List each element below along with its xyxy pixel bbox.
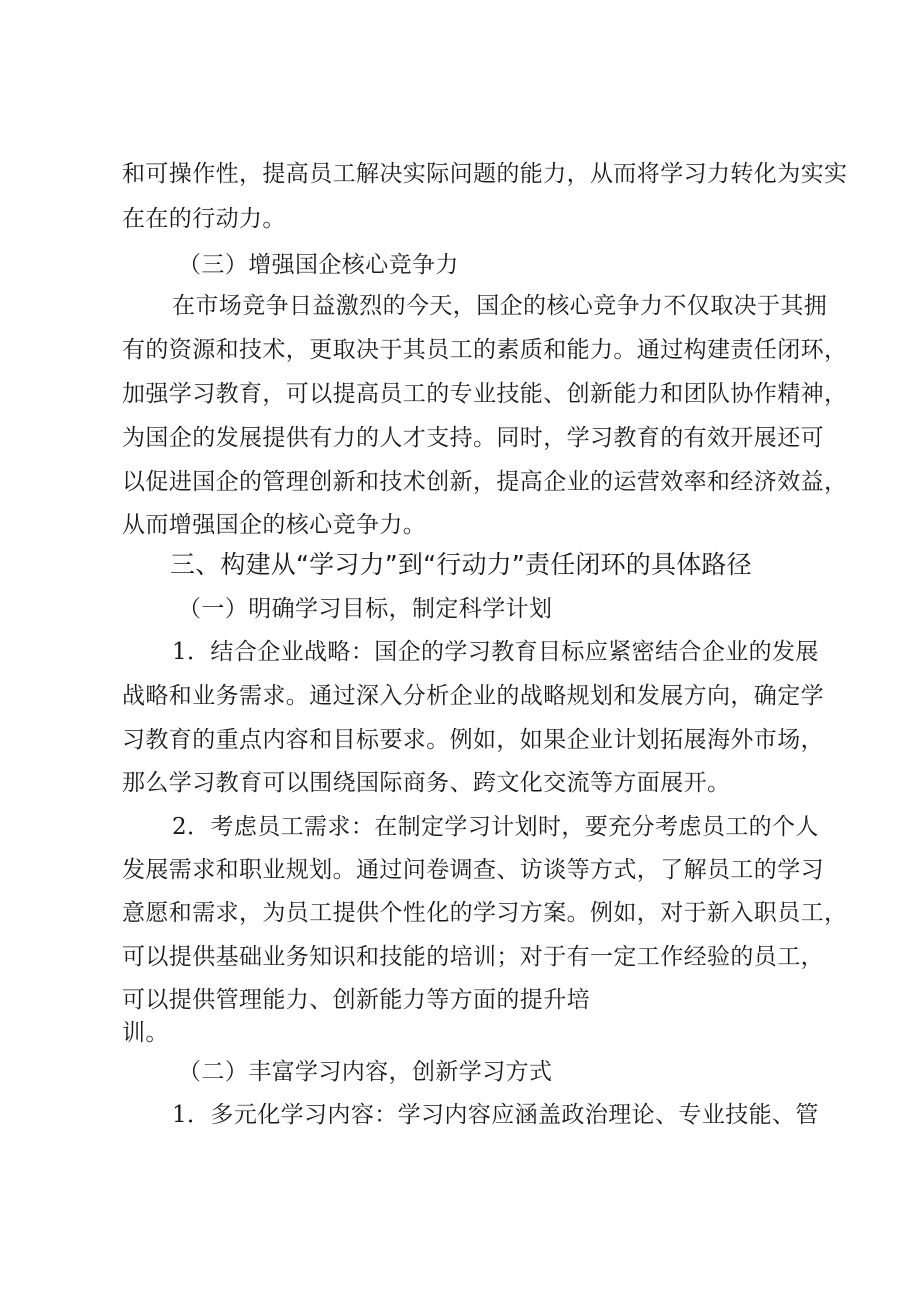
paragraph-line: 为国企的发展提供有力的人才支持。同时，学习教育的有效开展还可 (122, 425, 824, 451)
paragraph-line: 战略和业务需求。通过深入分析企业的战略规划和发展方向，确定学 (122, 683, 824, 709)
subsection-heading: （二）丰富学习内容，创新学习方式 (178, 1059, 553, 1085)
paragraph-line: 发展需求和职业规划。通过问卷调查、访谈等方式，了解员工的学习 (122, 857, 824, 883)
paragraph-line: 从而增强国企的核心竞争力。 (122, 512, 427, 538)
paragraph-line: 和可操作性，提高员工解决实际问题的能力，从而将学习力转化为实实 (122, 161, 848, 187)
subsection-heading: （三）增强国企核心竞争力 (178, 252, 459, 278)
paragraph-line: 训。 (122, 1020, 169, 1046)
section-heading: 三、构建从“学习力”到“行动力”责任闭环的具体路径 (170, 550, 752, 579)
paragraph-line: 那么学习教育可以围绕国际商务、跨文化交流等方面展开。 (122, 770, 731, 796)
paragraph-line: 在市场竞争日益激烈的今天，国企的核心竞争力不仅取决于其拥 (172, 293, 828, 319)
paragraph-line: 加强学习教育，可以提高员工的专业技能、创新能力和团队协作精神， (122, 381, 848, 407)
paragraph-line: 1．多元化学习内容：学习内容应涵盖政治理论、专业技能、管 (172, 1102, 819, 1128)
paragraph-line: 以促进国企的管理创新和技术创新，提高企业的运营效率和经济效益， (122, 469, 848, 495)
subsection-heading: （一）明确学习目标，制定科学计划 (178, 596, 553, 622)
paragraph-line: 在在的行动力。 (122, 206, 286, 232)
paragraph-line: 可以提供基础业务知识和技能的培训；对于有一定工作经验的员工， (122, 944, 824, 970)
paragraph-line: 意愿和需求，为员工提供个性化的学习方案。例如，对于新入职员工， (122, 900, 848, 926)
paragraph-line: 有的资源和技术，更取决于其员工的素质和能力。通过构建责任闭环， (122, 337, 848, 363)
paragraph-line: 2．考虑员工需求：在制定学习计划时，要充分考虑员工的个人 (172, 814, 819, 840)
paragraph-line: 可以提供管理能力、创新能力等方面的提升培 (122, 987, 590, 1013)
paragraph-line: 习教育的重点内容和目标要求。例如，如果企业计划拓展海外市场， (122, 727, 824, 753)
paragraph-line: 1．结合企业战略：国企的学习教育目标应紧密结合企业的发展 (172, 639, 819, 665)
